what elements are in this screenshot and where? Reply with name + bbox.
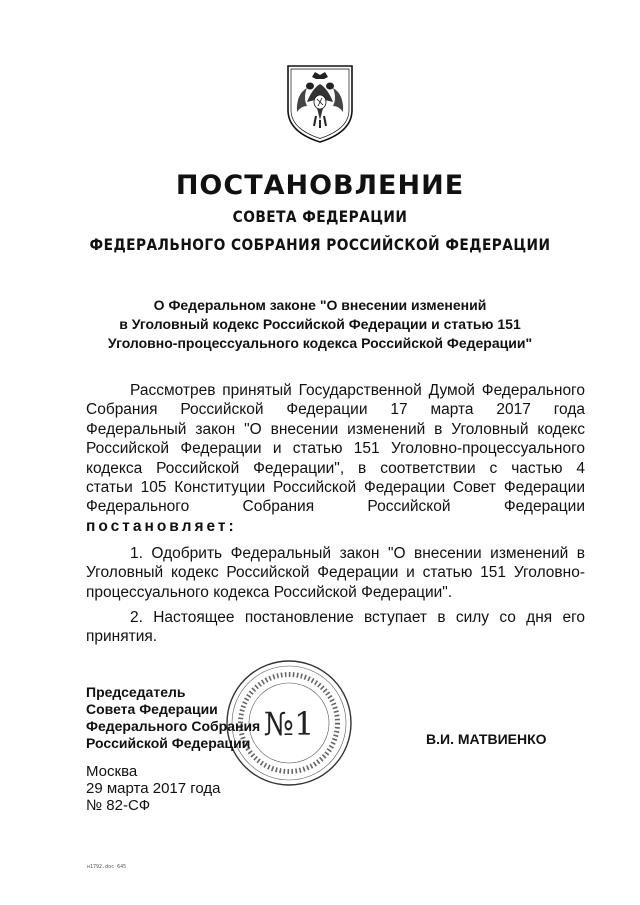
file-code: н1792.doc 645 [87,864,127,870]
paragraph-line: процессуального кодекса Российской Федерации". [86,583,453,601]
paragraph-line: Федеральный закон "О внесении изменений в Уголовный кодекс [86,420,585,438]
item-1-paragraph [86,544,585,602]
signer-position-line: Председатель [86,684,186,700]
coat-of-arms-icon [285,64,355,144]
signer-position-line: Совета Федерации [86,701,218,717]
resolves-word: постановляет: [86,517,237,535]
city: Москва [86,763,138,780]
signer-position-line: Федерального Собрания [86,718,261,734]
signer-position-line: Российской Федерации [86,735,251,751]
paragraph-line: Федерального Собрания Российской Федерации [86,498,585,516]
item-2-paragraph [86,608,585,647]
paragraph-line: кодекса Российской Федерации", в соответствии с частью 4 [86,459,585,477]
seal-number: №1 [263,705,315,743]
paragraph-line: Уголовный кодекс Российской Федерации и статью 151 Уголовно- [86,564,585,582]
document-number: № 82-СФ [86,797,151,814]
subject-line: в Уголовный кодекс Российской Федерации и статью 151 [119,316,521,332]
paragraph-line: Рассмотрев принятый Государственной Думой Федерального [130,382,585,399]
paragraph-line: 1. Одобрить Федеральный закон "О внесении изменений в [130,545,585,562]
paragraph-line: 2. Настоящее постановление вступает в силу со дня его [130,609,585,626]
signer-position [86,684,260,752]
paragraph-line: статьи 105 Конституции Российской Федерации Совет Федерации [86,479,585,497]
preamble-paragraph [86,381,585,536]
place-and-date [86,763,221,814]
subject-line: Уголовно-процессуального кодекса Российской Федерации" [107,335,533,351]
document-title: ПОСТАНОВЛЕНИЕ [175,170,465,201]
signer-name: В.И. МАТВИЕНКО [426,731,547,747]
document-subject [60,296,580,353]
issuer-line-2: ФЕДЕРАЛЬНОГО СОБРАНИЯ РОССИЙСКОЙ ФЕДЕРАЦИИ [89,235,551,254]
subject-line: О Федеральном законе "О внесении изменений [153,297,487,313]
issuer-line-1: СОВЕТА ФЕДЕРАЦИИ [232,207,408,226]
paragraph-line: принятия. [86,628,158,646]
paragraph-line: Собрания Российской Федерации 17 марта 2017 года [86,401,585,419]
paragraph-line: Российской Федерации и статью 151 Уголовно-процессуального [86,440,585,458]
date: 29 марта 2017 года [86,780,221,797]
